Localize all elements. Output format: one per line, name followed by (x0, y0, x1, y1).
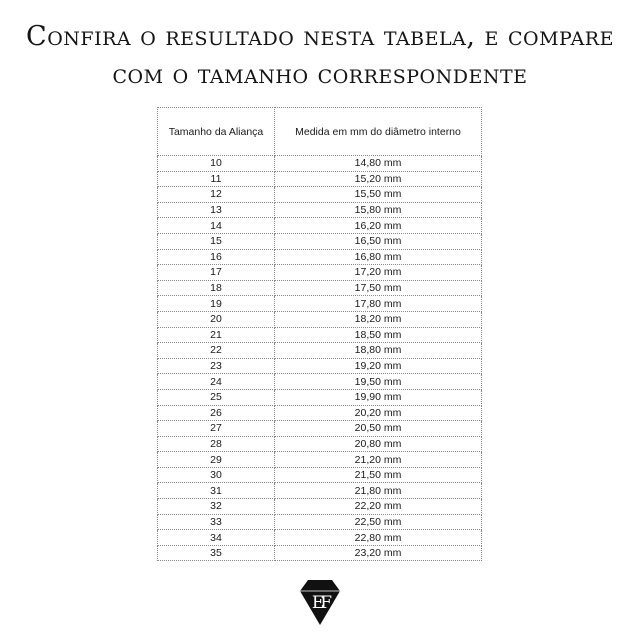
table-row (158, 249, 482, 265)
ring-size-cell: 34 (158, 530, 275, 546)
logo-monogram: EF (311, 593, 329, 613)
inner-diameter-cell: 17,20 mm (275, 265, 482, 281)
ring-size-table (157, 107, 482, 561)
inner-diameter-cell: 17,50 mm (275, 280, 482, 296)
table-row (158, 358, 482, 374)
table-row (158, 327, 482, 343)
ring-size-cell: 35 (158, 545, 275, 561)
table-row (158, 233, 482, 249)
inner-diameter-cell: 22,20 mm (275, 499, 482, 515)
table-row (158, 405, 482, 421)
inner-diameter-cell: 21,50 mm (275, 467, 482, 483)
table-body (158, 156, 482, 561)
ring-size-cell: 22 (158, 343, 275, 359)
ring-size-cell: 30 (158, 467, 275, 483)
inner-diameter-cell: 19,50 mm (275, 374, 482, 390)
ring-size-cell: 12 (158, 187, 275, 203)
diamond-monogram-icon (300, 580, 340, 625)
header-ring-size: Tamanho da Aliança (158, 108, 275, 156)
heading-line-2: com o tamanho correspondente (112, 59, 528, 90)
inner-diameter-cell: 16,20 mm (275, 218, 482, 234)
inner-diameter-cell: 20,20 mm (275, 405, 482, 421)
table-row (158, 280, 482, 296)
ring-size-cell: 17 (158, 265, 275, 281)
ring-size-cell: 20 (158, 311, 275, 327)
table-row (158, 530, 482, 546)
ring-size-cell: 14 (158, 218, 275, 234)
heading-line-1: Confira o resultado nesta tabela, e compare (26, 21, 614, 52)
ring-size-cell: 25 (158, 389, 275, 405)
ring-size-cell: 19 (158, 296, 275, 312)
ring-size-cell: 31 (158, 483, 275, 499)
inner-diameter-cell: 17,80 mm (275, 296, 482, 312)
table-row (158, 436, 482, 452)
ring-size-cell: 18 (158, 280, 275, 296)
ring-size-cell: 13 (158, 202, 275, 218)
inner-diameter-cell: 15,20 mm (275, 171, 482, 187)
size-table-container (157, 107, 481, 561)
table-row (158, 452, 482, 468)
table-row (158, 421, 482, 437)
inner-diameter-cell: 21,20 mm (275, 452, 482, 468)
page-heading (0, 18, 640, 94)
table-row (158, 202, 482, 218)
inner-diameter-cell: 21,80 mm (275, 483, 482, 499)
inner-diameter-cell: 20,80 mm (275, 436, 482, 452)
table-row (158, 374, 482, 390)
table-row (158, 467, 482, 483)
table-row (158, 296, 482, 312)
ring-size-cell: 29 (158, 452, 275, 468)
ring-size-cell: 33 (158, 514, 275, 530)
ring-size-cell: 16 (158, 249, 275, 265)
inner-diameter-cell: 18,20 mm (275, 311, 482, 327)
inner-diameter-cell: 18,80 mm (275, 343, 482, 359)
table-row (158, 218, 482, 234)
ring-size-cell: 10 (158, 156, 275, 172)
ring-size-cell: 26 (158, 405, 275, 421)
inner-diameter-cell: 15,80 mm (275, 202, 482, 218)
inner-diameter-cell: 18,50 mm (275, 327, 482, 343)
table-row (158, 389, 482, 405)
table-row (158, 499, 482, 515)
ring-size-cell: 24 (158, 374, 275, 390)
ring-size-cell: 27 (158, 421, 275, 437)
table-row (158, 311, 482, 327)
ring-size-cell: 11 (158, 171, 275, 187)
inner-diameter-cell: 22,50 mm (275, 514, 482, 530)
table-row (158, 483, 482, 499)
inner-diameter-cell: 20,50 mm (275, 421, 482, 437)
ring-size-cell: 21 (158, 327, 275, 343)
table-row (158, 545, 482, 561)
inner-diameter-cell: 19,20 mm (275, 358, 482, 374)
table-header-row (158, 108, 482, 156)
table-row (158, 265, 482, 281)
ring-size-cell: 23 (158, 358, 275, 374)
inner-diameter-cell: 14,80 mm (275, 156, 482, 172)
inner-diameter-cell: 19,90 mm (275, 389, 482, 405)
table-row (158, 171, 482, 187)
ring-size-cell: 28 (158, 436, 275, 452)
inner-diameter-cell: 16,50 mm (275, 233, 482, 249)
inner-diameter-cell: 23,20 mm (275, 545, 482, 561)
brand-logo (300, 580, 340, 625)
table-row (158, 187, 482, 203)
ring-size-cell: 32 (158, 499, 275, 515)
table-row (158, 514, 482, 530)
inner-diameter-cell: 16,80 mm (275, 249, 482, 265)
inner-diameter-cell: 22,80 mm (275, 530, 482, 546)
table-row (158, 156, 482, 172)
ring-size-cell: 15 (158, 233, 275, 249)
header-inner-diameter: Medida em mm do diâmetro interno (275, 108, 482, 156)
table-row (158, 343, 482, 359)
inner-diameter-cell: 15,50 mm (275, 187, 482, 203)
